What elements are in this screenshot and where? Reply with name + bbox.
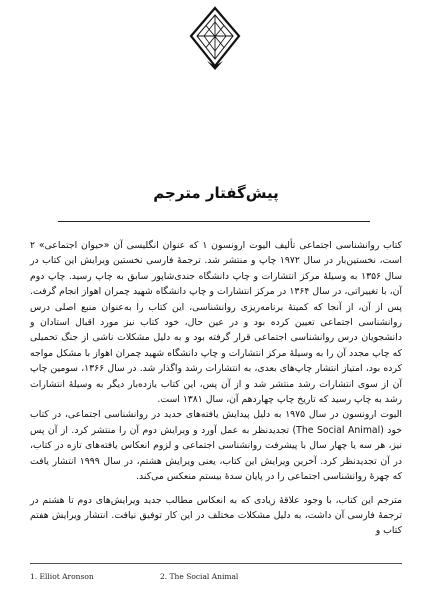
title-divider <box>58 221 370 222</box>
preface-body <box>30 238 402 539</box>
paragraph: مترجم این کتاب، با وجود علاقهٔ زیادی که به انعکاس مطالب جدید ویرایش‌های دوم تا هشتم در ترجمهٔ فارسی آن داشت، به دلیل مشکلات مختلف در این کار توفیق نیافت. انتشار ویرایش هفتم کتاب و <box>30 494 402 537</box>
publisher-logo <box>189 6 241 72</box>
page-title: پیش‌گفتار مترجم <box>153 184 279 202</box>
footnote-divider <box>30 563 402 564</box>
paragraph: الیوت ارونسون در سال ۱۹۷۵ به دلیل پیدایش یافته‌های جدید در روانشناسی اجتماعی، در کتاب خود (The Social Animal) تجدیدنظر به عمل آورد و ویرایش دوم آن را منتشر کرد. از آن پس نیز، هر سه یا چهار سال با پیشرفت روانشناسی اجتماعی و لزوم انعکاس یافته‌های تازه در کتاب، در آن تجدیدنظر کرد. آخرین ویرایش این کتاب، یعنی ویرایش هشتم، در سال ۱۹۹۹ انتشار یافت که چهرهٔ روانشناسی اجتماعی را در پایان سدهٔ بیستم منعکس می‌کند. <box>30 409 402 483</box>
paragraph: کتاب روانشناسی اجتماعی تألیف الیوت ارونسون ۱ که عنوان انگلیسی آن «حیوان اجتماعی» ۲ است، نخستین‌بار در سال ۱۹۷۲ چاپ و منتشر شد. ترجمهٔ فارسی نخستین ویرایش این کتاب در سال ۱۳۵۶ به وسیلهٔ مرکز انتشارات و چاپ دانشگاه جندی‌شاپور سابق به چاپ رسید. چاپ دوم آن، با تغییراتی، در سال ۱۳۶۴ در مرکز انتشارات و چاپ دانشگاه شهید چمران اهواز انجام گرفت. پس از آن، از آنجا که کمیتهٔ برنامه‌ریزی روانشناسی، این کتاب را به‌عنوان منبع اصلی درس روانشناسی اجتماعی تعیین کرده بود و در عین حال، خود کتاب نیز مورد اقبال استادان و دانشجویان درس روانشناسی اجتماعی قرار گرفته بود و به دلیل مشکلات ناشی از جنگ تحمیلی که چاپ مجدد آن را به وسیلهٔ مرکز انتشارات و چاپ دانشگاه شهید چمران اهواز با مشکل مواجه کرده بود، امتیاز انتشار چاپ‌های بعدی، به انتشارات رشد واگذار شد. در سال ۱۳۶۶، سومین چاپ آن از سوی انتشارات رشد منتشر شد و از آن پس، این کتاب یازده‌بار دیگر به وسیلهٔ انتشارات رشد به چاپ رسید که تاریخ چاپ چهاردهم آن، سال ۱۳۸۱ است. <box>30 240 402 406</box>
footnote-1: 1. Elliot Aronson <box>30 572 94 581</box>
footnote-2: 2. The Social Animal <box>160 572 239 581</box>
